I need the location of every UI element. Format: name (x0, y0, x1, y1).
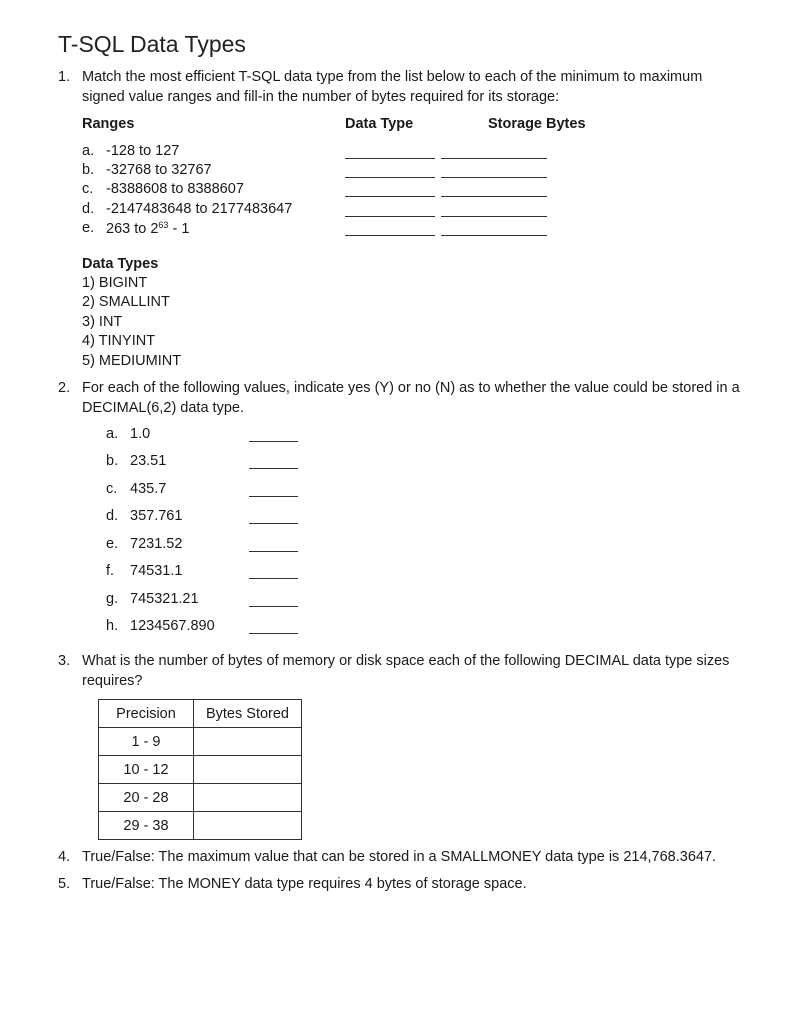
decimal-bytes-table (98, 699, 302, 840)
table-row (99, 756, 302, 784)
value-letter: d. (106, 508, 119, 524)
range-text: -8388608 to 8388607 (106, 181, 244, 197)
value-text: 357.761 (130, 508, 183, 524)
bytes-stored-cell[interactable] (194, 784, 302, 812)
table-row (99, 728, 302, 756)
data-type-blank[interactable] (345, 216, 435, 217)
q4-text: True/False: The maximum value that can be stored in a SMALLMONEY data type is 214,768.3647. (82, 849, 717, 865)
q2-text-line2: DECIMAL(6,2) data type. (82, 400, 244, 416)
q1-number: 1. (58, 69, 71, 85)
value-letter: a. (106, 426, 119, 442)
value-text: 1234567.890 (130, 618, 215, 634)
yes-no-blank[interactable] (249, 606, 298, 607)
range-letter: a. (82, 143, 95, 159)
range-text: 263 to $2^{63} - 1$ (106, 220, 190, 237)
q1-text-line1: Match the most efficient T-SQL data type from the list below to each of the minimum to maximum (82, 69, 703, 85)
value-letter: b. (106, 453, 119, 469)
data-type-blank[interactable] (345, 177, 435, 178)
value-letter: h. (106, 618, 119, 634)
range-letter: d. (82, 201, 95, 217)
table-header-row (99, 700, 302, 728)
yes-no-blank[interactable] (249, 551, 298, 552)
data-type-option: 4) TINYINT (82, 333, 156, 349)
q3-text-line2: requires? (82, 673, 143, 689)
q3-number: 3. (58, 653, 71, 669)
range-text: -32768 to 32767 (106, 162, 212, 178)
yes-no-blank[interactable] (249, 468, 298, 469)
yes-no-blank[interactable] (249, 523, 298, 524)
data-type-blank[interactable] (345, 196, 435, 197)
precision-cell: 1 - 9 (99, 728, 194, 756)
data-type-header: Data Type (345, 116, 414, 132)
q4-number: 4. (58, 849, 71, 865)
storage-bytes-header: Storage Bytes (488, 116, 586, 132)
q1-text-line2: signed value ranges and fill-in the number of bytes required for its storage: (82, 89, 560, 105)
bytes-stored-cell[interactable] (194, 756, 302, 784)
data-types-heading: Data Types (82, 256, 159, 272)
data-type-option: 2) SMALLINT (82, 294, 170, 310)
yes-no-blank[interactable] (249, 441, 298, 442)
value-letter: f. (106, 563, 115, 579)
data-type-option: 5) MEDIUMINT (82, 353, 182, 369)
value-letter: e. (106, 536, 119, 552)
range-text: -2147483648 to 2177483647 (106, 201, 293, 217)
page-title: T-SQL Data Types (58, 31, 246, 57)
range-letter: c. (82, 181, 94, 197)
value-text: 435.7 (130, 481, 167, 497)
range-letter: e. (82, 220, 95, 236)
value-text: 23.51 (130, 453, 167, 469)
yes-no-blank[interactable] (249, 633, 298, 634)
ranges-header: Ranges (82, 116, 135, 132)
q5-number: 5. (58, 876, 71, 892)
storage-bytes-blank[interactable] (441, 235, 547, 236)
yes-no-blank[interactable] (249, 578, 298, 579)
value-letter: c. (106, 481, 118, 497)
value-text: 745321.21 (130, 591, 199, 607)
value-text: 74531.1 (130, 563, 183, 579)
storage-bytes-blank[interactable] (441, 158, 547, 159)
data-type-blank[interactable] (345, 158, 435, 159)
precision-header: Precision (99, 700, 194, 728)
value-text: 7231.52 (130, 536, 183, 552)
q2-text-line1: For each of the following values, indicate yes (Y) or no (N) as to whether the value could be stored in a (82, 380, 740, 396)
q3-text-line1: What is the number of bytes of memory or disk space each of the following DECIMAL data type sizes (82, 653, 730, 669)
data-type-blank[interactable] (345, 235, 435, 236)
q5-text: True/False: The MONEY data type requires 4 bytes of storage space. (82, 876, 527, 892)
data-type-option: 1) BIGINT (82, 275, 148, 291)
table-row (99, 784, 302, 812)
yes-no-blank[interactable] (249, 496, 298, 497)
bytes-stored-cell[interactable] (194, 812, 302, 840)
precision-cell: 20 - 28 (99, 784, 194, 812)
range-letter: b. (82, 162, 95, 178)
range-text: -128 to 127 (106, 143, 180, 159)
storage-bytes-blank[interactable] (441, 216, 547, 217)
bytes-stored-cell[interactable] (194, 728, 302, 756)
precision-cell: 10 - 12 (99, 756, 194, 784)
precision-cell: 29 - 38 (99, 812, 194, 840)
data-type-option: 3) INT (82, 314, 123, 330)
value-text: 1.0 (130, 426, 151, 442)
storage-bytes-blank[interactable] (441, 196, 547, 197)
bytes-stored-header: Bytes Stored (194, 700, 302, 728)
table-row (99, 812, 302, 840)
storage-bytes-blank[interactable] (441, 177, 547, 178)
q2-number: 2. (58, 380, 71, 396)
value-letter: g. (106, 591, 119, 607)
